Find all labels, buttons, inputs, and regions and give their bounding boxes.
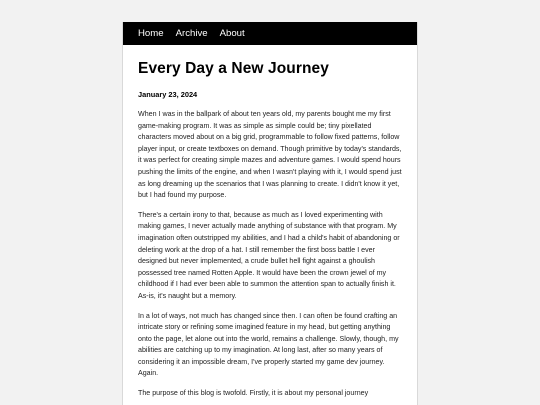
post-paragraph: The purpose of this blog is twofold. Firstly, it is about my personal journey	[138, 389, 369, 398]
blog-post	[123, 60, 417, 400]
nav-link-about[interactable]: About	[219, 28, 245, 39]
nav-link-home[interactable]: Home	[138, 28, 164, 39]
post-date: January 23, 2024	[138, 90, 198, 99]
post-paragraph: In a lot of ways, not much has changed since then. I can often be found crafting an intricate story or refining some imagined feature in my head, but getting anything onto the page, let alone out into the world, remains a challenge. Slowly, though, my abilities are catching up to my imagination. At long last, after so many years of considering it an impossible dream, I've properly started my game dev journey. Again.	[138, 311, 399, 378]
nav-link-archive[interactable]: Archive	[175, 28, 208, 39]
top-navigation	[123, 22, 417, 45]
post-paragraph: When I was in the ballpark of about ten years old, my parents bought me my first game-making program. It was as simple as simple could be; tiny pixellated characters moved about on a big grid, programmable to follow fixed patterns, follow player input, or create textboxes on demand. Though primitive by today's standards, it was perfect for creating simple mazes and adventure games. I would spend hours pushing the limits of the engine, and when I wasn't playing with it, I would spend just as long dreaming up the scenarios that I was planning to create. I didn't know it yet, but I had found my purpose.	[138, 110, 402, 200]
post-paragraph: There's a certain irony to that, because as much as I loved experimenting with making games, I never actually made anything of substance with that program. My imagination often outstripped my abilities, and I had a child's habit of abandoning or deleting work at the drop of a hat. I still remember the first boss battle I ever designed but never implemented, a crude bullet hell fight against a ghoulish possessed tree named Rotten Apple. It would have been the crown jewel of my childhood if I had ever been able to summon the attention span to actually finish it. As-is, it's naught but a memory.	[138, 210, 400, 300]
blog-page	[122, 22, 418, 405]
post-title: Every Day a New Journey	[138, 60, 329, 77]
